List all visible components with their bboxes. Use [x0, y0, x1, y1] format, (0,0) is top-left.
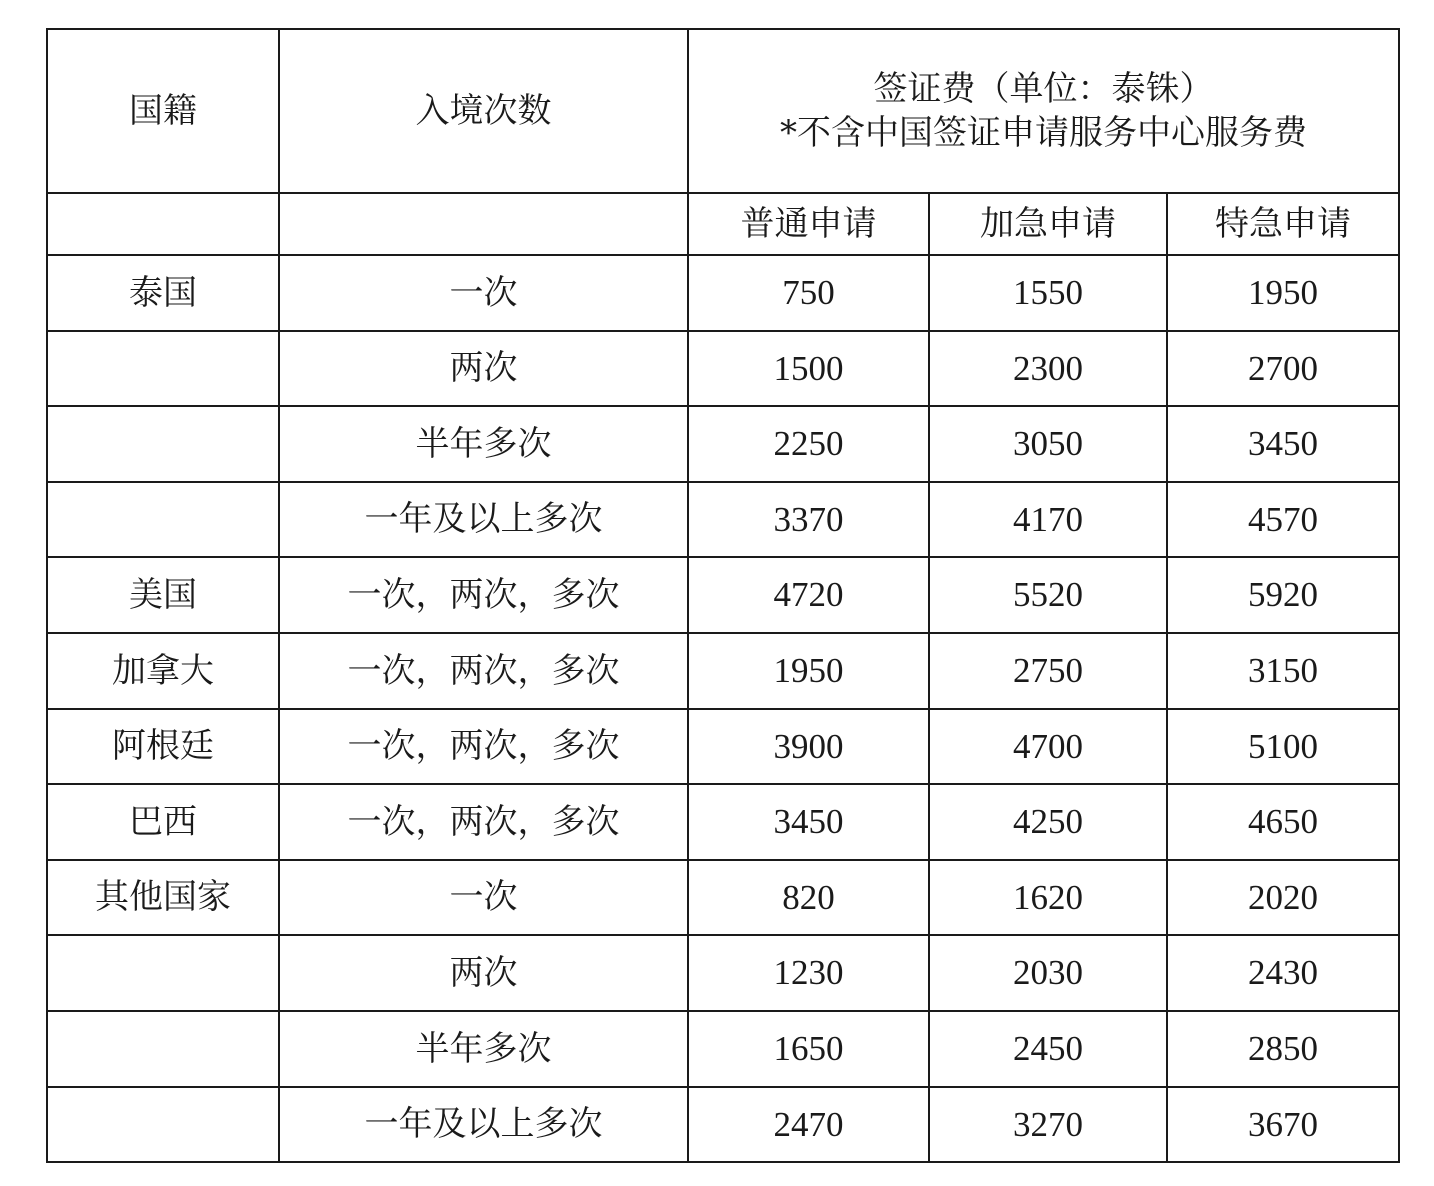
regular-fee-cell: 1650 — [688, 1011, 929, 1087]
urgent-fee-cell: 2700 — [1167, 331, 1399, 407]
regular-fee-cell: 4720 — [688, 557, 929, 633]
urgent-fee-cell: 4650 — [1167, 784, 1399, 860]
entries-cell: 一次，两次，多次 — [279, 784, 688, 860]
regular-fee-cell: 750 — [688, 255, 929, 331]
table-row — [47, 709, 1399, 785]
fee-header-note: *不含中国签证申请服务中心服务费 — [780, 113, 1307, 153]
table-row — [47, 255, 1399, 331]
urgent-fee-cell: 5100 — [1167, 709, 1399, 785]
country-cell: 阿根廷 — [47, 709, 279, 785]
express-fee-cell: 3270 — [929, 1087, 1167, 1163]
table-row — [47, 482, 1399, 558]
country-cell — [47, 482, 279, 558]
regular-fee-cell: 1950 — [688, 633, 929, 709]
table-row — [47, 860, 1399, 936]
regular-fee-cell: 3450 — [688, 784, 929, 860]
regular-fee-cell: 820 — [688, 860, 929, 936]
express-header: 加急申请 — [929, 193, 1167, 255]
regular-fee-cell: 2470 — [688, 1087, 929, 1163]
country-cell: 美国 — [47, 557, 279, 633]
urgent-fee-cell: 4570 — [1167, 482, 1399, 558]
country-cell — [47, 331, 279, 407]
express-fee-cell: 4700 — [929, 709, 1167, 785]
regular-header: 普通申请 — [688, 193, 929, 255]
fee-header-title: 签证费（单位：泰铢） — [873, 68, 1214, 109]
express-fee-cell: 4250 — [929, 784, 1167, 860]
nationality-header: 国籍 — [47, 29, 279, 193]
urgent-fee-cell: 2430 — [1167, 935, 1399, 1011]
entries-cell: 半年多次 — [279, 1011, 688, 1087]
express-fee-cell: 2300 — [929, 331, 1167, 407]
subheader-row — [47, 193, 1399, 255]
table-row — [47, 633, 1399, 709]
fee-header — [688, 29, 1399, 193]
country-cell — [47, 935, 279, 1011]
urgent-header: 特急申请 — [1167, 193, 1399, 255]
express-fee-cell: 3050 — [929, 406, 1167, 482]
table-row — [47, 331, 1399, 407]
country-cell: 泰国 — [47, 255, 279, 331]
express-fee-cell: 4170 — [929, 482, 1167, 558]
express-fee-cell: 2450 — [929, 1011, 1167, 1087]
urgent-fee-cell: 5920 — [1167, 557, 1399, 633]
country-cell: 其他国家 — [47, 860, 279, 936]
express-fee-cell: 2750 — [929, 633, 1167, 709]
entries-cell: 一次 — [279, 255, 688, 331]
visa-fee-table-body — [47, 29, 1399, 1162]
express-fee-cell: 1620 — [929, 860, 1167, 936]
urgent-fee-cell: 1950 — [1167, 255, 1399, 331]
table-row — [47, 1011, 1399, 1087]
regular-fee-cell: 3900 — [688, 709, 929, 785]
table-row — [47, 1087, 1399, 1163]
express-fee-cell: 5520 — [929, 557, 1167, 633]
table-row — [47, 557, 1399, 633]
urgent-fee-cell: 3450 — [1167, 406, 1399, 482]
table-row — [47, 784, 1399, 860]
regular-fee-cell: 1500 — [688, 331, 929, 407]
urgent-fee-cell: 3670 — [1167, 1087, 1399, 1163]
urgent-fee-cell: 3150 — [1167, 633, 1399, 709]
entries-cell: 一次，两次，多次 — [279, 633, 688, 709]
country-cell: 加拿大 — [47, 633, 279, 709]
regular-fee-cell: 1230 — [688, 935, 929, 1011]
subheader-blank-entries — [279, 193, 688, 255]
table-row — [47, 935, 1399, 1011]
entries-cell: 一次 — [279, 860, 688, 936]
country-cell: 巴西 — [47, 784, 279, 860]
header-row — [47, 29, 1399, 193]
urgent-fee-cell: 2020 — [1167, 860, 1399, 936]
country-cell — [47, 406, 279, 482]
country-cell — [47, 1011, 279, 1087]
visa-fee-table — [46, 28, 1400, 1163]
express-fee-cell: 2030 — [929, 935, 1167, 1011]
entries-cell: 一年及以上多次 — [279, 482, 688, 558]
subheader-blank-nationality — [47, 193, 279, 255]
urgent-fee-cell: 2850 — [1167, 1011, 1399, 1087]
entries-header: 入境次数 — [279, 29, 688, 193]
table-row — [47, 406, 1399, 482]
entries-cell: 两次 — [279, 331, 688, 407]
regular-fee-cell: 3370 — [688, 482, 929, 558]
entries-cell: 半年多次 — [279, 406, 688, 482]
entries-cell: 两次 — [279, 935, 688, 1011]
country-cell — [47, 1087, 279, 1163]
entries-cell: 一次，两次，多次 — [279, 557, 688, 633]
express-fee-cell: 1550 — [929, 255, 1167, 331]
entries-cell: 一次，两次，多次 — [279, 709, 688, 785]
entries-cell: 一年及以上多次 — [279, 1087, 688, 1163]
regular-fee-cell: 2250 — [688, 406, 929, 482]
